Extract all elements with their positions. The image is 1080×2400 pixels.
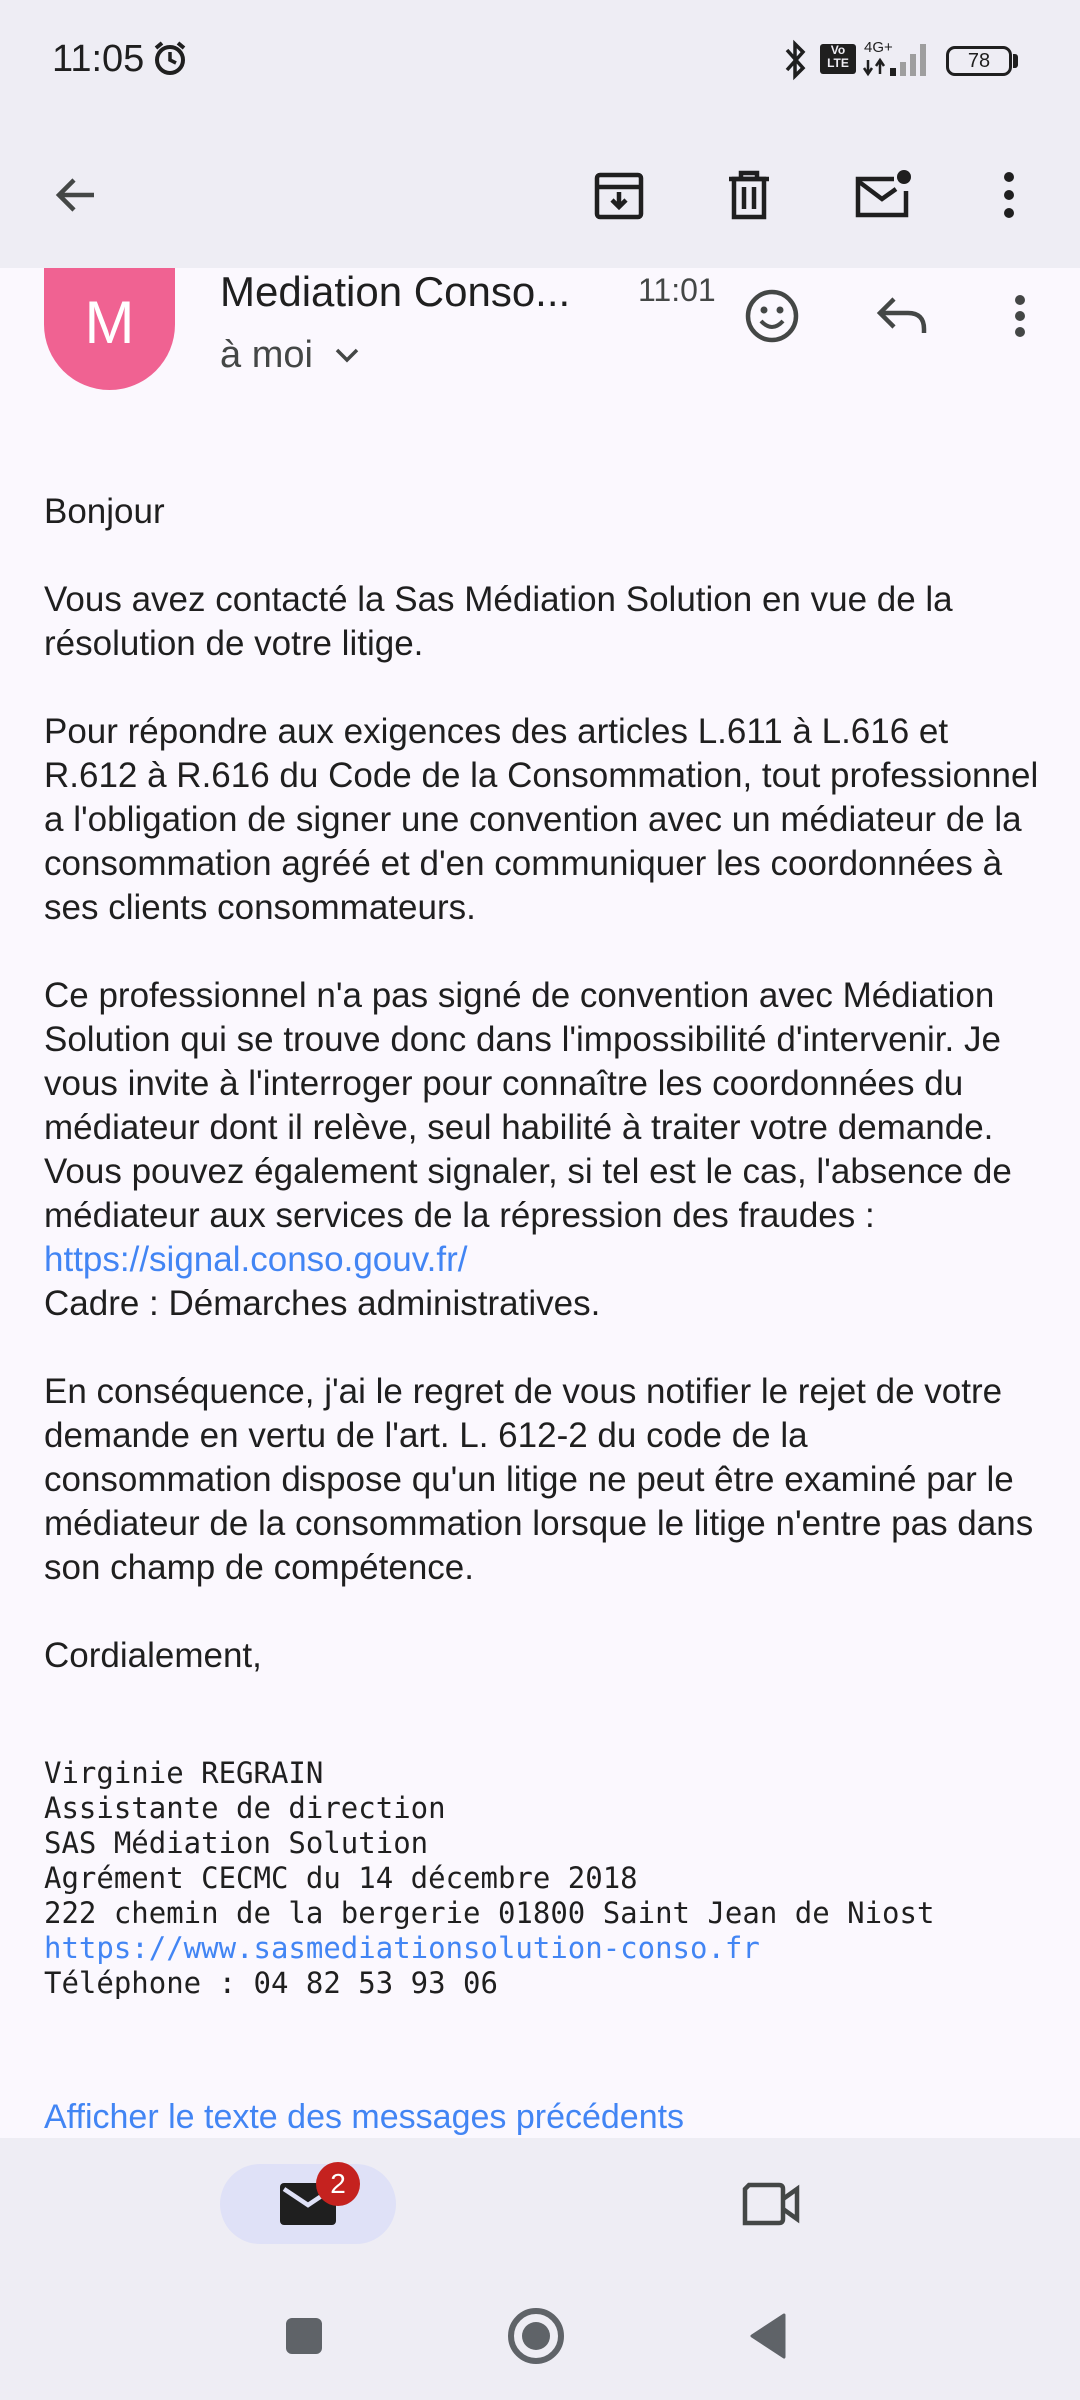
more-options-button[interactable] [964, 150, 1054, 240]
signal-conso-link[interactable]: https://signal.conso.gouv.fr/ [44, 1240, 468, 1279]
meet-tab[interactable] [730, 2164, 810, 2244]
back-triangle-icon [746, 2311, 790, 2361]
show-quoted-text-link[interactable]: Afficher le texte des messages précédents [44, 2098, 685, 2136]
volte-icon: Vo LTE [820, 44, 856, 74]
archive-button[interactable] [574, 150, 664, 240]
email-content[interactable] [0, 268, 1080, 2138]
emoji-icon [743, 287, 801, 345]
closing: Cordialement, [44, 1636, 262, 1675]
alarm-icon [150, 38, 190, 83]
more-vert-icon [1010, 288, 1030, 344]
recipient-label[interactable]: à moi [220, 334, 313, 376]
body-text: Cadre : Démarches administratives. [44, 1284, 601, 1323]
body-paragraph: Pour répondre aux exigences des articles L.611 à L.616 et R.612 à R.616 du Code de la Consommation, tout professionnel a l'obligation de signer une convention avec un médiateur de la consommation agréé et d'en communiquer les coordonnées à ses clients consommateurs. [44, 712, 1039, 927]
archive-icon [591, 167, 647, 223]
mark-unread-icon [852, 167, 914, 223]
network-type-label: 4G+ [864, 39, 893, 56]
video-camera-icon [739, 2179, 801, 2229]
back-button[interactable] [30, 150, 120, 240]
status-bar [0, 0, 1080, 120]
bluetooth-icon [780, 38, 810, 87]
unread-badge: 2 [316, 2162, 360, 2206]
mark-unread-button[interactable] [838, 150, 928, 240]
signature-agreement: Agrément CECMC du 14 décembre 2018 [44, 1861, 638, 1895]
recents-button[interactable] [264, 2296, 344, 2376]
home-circle-icon [505, 2305, 567, 2367]
body-paragraph [44, 974, 1044, 1326]
battery-icon: 78 [946, 46, 1012, 76]
greeting: Bonjour [44, 492, 165, 531]
email-toolbar [0, 120, 1080, 268]
body-paragraph: En conséquence, j'ai le regret de vous notifier le rejet de votre demande en vertu de l'art. L. 612-2 du code de la consommation dispose qu'un litige ne peut être examiné par le médiateur de la consommation lorsque le litige n'entre pas dans son champ de compétence. [44, 1372, 1034, 1587]
email-time: 11:01 [638, 272, 716, 308]
battery-nub [1013, 54, 1018, 68]
signature-name: Virginie REGRAIN [44, 1756, 324, 1790]
email-signature [44, 1756, 1064, 2001]
signature-company: SAS Médiation Solution [44, 1826, 429, 1860]
home-button[interactable] [496, 2296, 576, 2376]
website-link[interactable]: https://www.sasmediationsolution-conso.fr [44, 1931, 760, 1965]
delete-button[interactable] [704, 150, 794, 240]
avatar-letter: M [84, 289, 135, 356]
bottom-navigation [0, 2138, 1080, 2400]
add-reaction-button[interactable] [736, 280, 808, 352]
signature-role: Assistante de direction [44, 1791, 446, 1825]
reply-button[interactable] [866, 280, 938, 352]
signature-address: 222 chemin de la bergerie 01800 Saint Jean de Niost [44, 1896, 935, 1930]
more-vert-icon [999, 167, 1019, 223]
email-body [44, 490, 1044, 1722]
body-paragraph: Vous avez contacté la Sas Médiation Solution en vue de la résolution de votre litige. [44, 580, 953, 663]
status-time: 11:05 [52, 38, 145, 80]
back-arrow-icon [50, 170, 100, 220]
mail-tab[interactable] [220, 2164, 396, 2244]
system-navigation [0, 2270, 1080, 2400]
message-more-button[interactable] [984, 280, 1056, 352]
signal-icon [862, 38, 938, 87]
chevron-down-icon[interactable] [332, 344, 362, 371]
reply-icon [874, 291, 930, 341]
body-text: Ce professionnel n'a pas signé de convention avec Médiation Solution qui se trouve donc dans l'impossibilité d'intervenir. Je vous invite à l'interroger pour connaître les coordonnées du médiateur dont il relève, seul habilité à traiter votre demande. Vous pouvez également signaler, si tel est le cas, l'absence de médiateur aux services de la répression des fraudes : [44, 976, 1012, 1235]
square-icon [282, 2314, 326, 2358]
sender-avatar[interactable] [44, 268, 175, 390]
back-nav-button[interactable] [728, 2296, 808, 2376]
sender-name[interactable]: Mediation Conso... [220, 268, 571, 315]
delete-icon [721, 167, 777, 223]
signature-phone: Téléphone : 04 82 53 93 06 [44, 1966, 498, 2000]
